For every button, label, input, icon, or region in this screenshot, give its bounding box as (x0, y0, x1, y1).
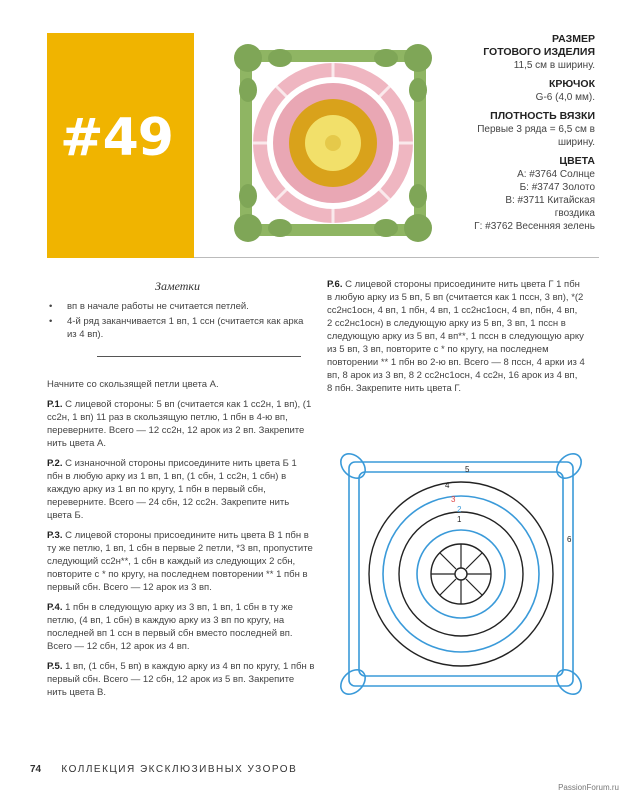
diagram-label: 6 (567, 535, 572, 544)
row-label: Р.6. (327, 279, 343, 290)
hook-value: G-6 (4,0 мм). (535, 92, 595, 103)
row-text: С изнаночной стороны присоедините нить цвета Б 1 пбн в любую арку из 1 вп, 1 вп, (1 сбн, 1 сс2н, 1 сбн) в каждую арку из 1 вп по кругу, 1 пбн в первый сбн, переверните. Всего — 24 сбн, 12 сс2н. Закрепите нить цвета Б. (47, 458, 297, 521)
watermark: PassionForum.ru (558, 783, 619, 792)
gauge-value: Первые 3 ряда = 6,5 см в (477, 124, 595, 135)
notes-title: Заметки (155, 279, 201, 293)
row-label: Р.2. (47, 458, 63, 469)
page-footer (30, 764, 297, 775)
page-number: 74 (30, 764, 42, 775)
pattern-number: #49 (60, 108, 173, 168)
row-text: С лицевой стороны присоедините нить цвета В 1 пбн в ту же петлю, 1 вп, 1 сбн в первые 2 петли, *3 вп, пропустите следующий сс2н**, 1 сбн в каждый из следующих 2 сбн, повторите с * по кругу, на последнем повторении ** 1 пбн в первый сбн. Всего — 12 арок из 3 вп. (47, 530, 313, 593)
row-instruction (47, 601, 315, 653)
notes-divider (97, 356, 301, 357)
specs-panel (425, 33, 595, 233)
gauge-heading: ПЛОТНОСТЬ ВЯЗКИ (490, 110, 595, 122)
row-instruction (47, 398, 315, 450)
row-label: Р.4. (47, 602, 63, 613)
note-item: • вп в начале работы не считается петлей. (47, 300, 312, 313)
row-instruction (47, 529, 315, 594)
instructions-right-column (327, 278, 585, 402)
hook-heading: КРЮЧОК (548, 78, 595, 90)
instructions-left-column (47, 378, 315, 706)
color-a: А: #3764 Солнце (517, 169, 595, 180)
diagram-label: 3 (451, 495, 456, 504)
row-instruction (47, 660, 315, 699)
row-text: 1 пбн в следующую арку из 3 вп, 1 вп, 1 сбн в ту же петлю, (4 вп, 1 сбн) в каждую арку из 3 вп по кругу, на последней вп 1 ссн в первый сбн вместо последней вп. Всего — 12 сбн, 12 арок из 4 вп. (47, 602, 293, 652)
size-value: 11,5 см в ширину. (513, 60, 595, 71)
crochet-chart-diagram (337, 450, 585, 698)
row-text: С лицевой стороны присоедините нить цвета Г 1 пбн в любую арку из 5 вп, 5 вп (считается как 1 пссн, 3 вп), *(2 сс2нс1осн, 4 вп, 1 пбн, 4 вп, 1 сс2нс1осн, 4 вп, пбн, 4 вп, 2 сс2нс1осн) в следующую арку из 5 вп, 3 вп, 1 пссн в следующую арку из 5 вп, 4 вп**, 1 пссн в следующую арку из 5 вп, 3 вп, повторите с * по кругу, на последнем повторении ** 1 пбн во 2-ю вп. Всего — 8 пссн, 4 арки из 4 вп, 8 арок из 3 вп, 8 2 сс2нс1осн, 4 сс2н, 16 арок из 4 вп, 8 пбн. Закрепите нить цвета Г. (327, 279, 585, 394)
crochet-square-photo (230, 40, 436, 246)
color-c: В: #3711 Китайская (505, 195, 595, 206)
footer-title: КОЛЛЕКЦИЯ ЭКСКЛЮЗИВНЫХ УЗОРОВ (61, 764, 298, 775)
size-heading: РАЗМЕР (552, 33, 595, 45)
diagram-label: 5 (465, 465, 470, 474)
color-c-cont: гвоздика (554, 208, 595, 219)
gauge-value-2: ширину. (557, 137, 595, 148)
row-text: С лицевой стороны: 5 вп (считается как 1 сс2н, 1 вп), (1 сс2н, 1 вп) 11 раз в скользящую петлю, 1 пбн в 4-ю вп, переверните. Всего — 12 сс2н, 12 арок из 2 вп. Закрепите нить цвета А. (47, 399, 312, 449)
diagram-label: 2 (457, 505, 462, 514)
colors-heading: ЦВЕТА (559, 155, 595, 167)
row-text: 1 вп, (1 сбн, 5 вп) в каждую арку из 4 вп по кругу, 1 пбн в первый сбн. Всего — 12 сбн, 12 арок из 5 вп. Закрепите нить цвета В. (47, 661, 315, 698)
intro-text: Начните со скользящей петли цвета А. (47, 379, 219, 390)
size-heading-2: ГОТОВОГО ИЗДЕЛИЯ (483, 46, 595, 58)
notes-list (47, 300, 312, 343)
row-label: Р.3. (47, 530, 63, 541)
row-label: Р.5. (47, 661, 63, 672)
row-instruction (47, 457, 315, 522)
row-instruction (327, 278, 585, 395)
color-d: Г: #3762 Весенняя зелень (474, 221, 595, 232)
row-label: Р.1. (47, 399, 63, 410)
note-item: • 4-й ряд заканчивается 1 вп, 1 ссн (считается как арка из 4 вп). (47, 315, 312, 341)
header-divider (194, 257, 599, 258)
color-b: Б: #3747 Золото (519, 182, 595, 193)
diagram-label: 1 (457, 515, 462, 524)
diagram-label: 4 (445, 481, 450, 490)
